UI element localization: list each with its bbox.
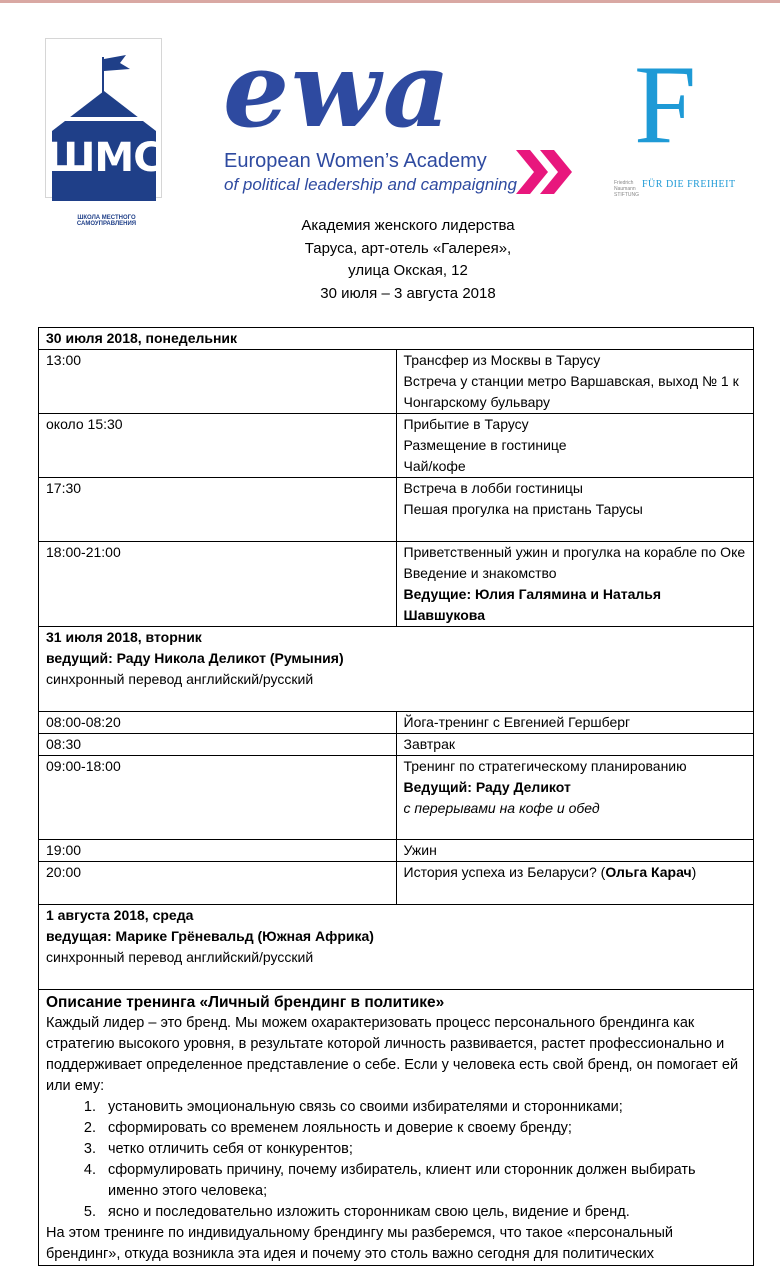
- ewa-logo-title: European Women’s Academy: [224, 150, 487, 172]
- time-cell: около 15:30: [39, 414, 397, 478]
- time-cell: 08:00-08:20: [39, 712, 397, 734]
- day3-host: ведущая: Марике Грёневальд (Южная Африка): [46, 928, 374, 944]
- time-cell: 13:00: [39, 350, 397, 414]
- building-icon: [50, 47, 157, 207]
- list-item: 5. ясно и последовательно изложить сторонникам свою цель, видение и бренд.: [100, 1202, 746, 1223]
- table-row: [39, 734, 754, 756]
- activity-cell: Ужин: [396, 840, 754, 862]
- time-cell: 08:30: [39, 734, 397, 756]
- ewa-logo: [220, 28, 580, 204]
- list-item: 2. сформировать со временем лояльность и доверие к своему бренду;: [100, 1118, 746, 1139]
- activity-cell: [396, 862, 754, 905]
- activity-line: Пешая прогулка на пристань Тарусы: [403, 501, 643, 517]
- freiheit-logo: [612, 43, 742, 200]
- day-header-row: [39, 328, 754, 350]
- freiheit-logo-letter: F: [634, 43, 697, 167]
- chevrons-icon: [514, 146, 576, 198]
- table-row: [39, 478, 754, 542]
- table-row: [39, 542, 754, 627]
- time-cell: 09:00-18:00: [39, 756, 397, 840]
- schedule-table: [38, 327, 754, 1266]
- activity-note: с перерывами на кофе и обед: [403, 800, 600, 816]
- day2-title: 31 июля 2018, вторник: [46, 629, 202, 645]
- activity-speaker: Ольга Карач: [605, 864, 692, 880]
- activity-text-end: ): [691, 864, 697, 880]
- description-title: Описание тренинга «Личный брендинг в политике»: [46, 994, 445, 1011]
- activity-line: Тренинг по стратегическому планированию: [403, 758, 687, 774]
- activity-cell: [396, 542, 754, 627]
- heading-line-4: 30 июля – 3 августа 2018: [320, 284, 496, 302]
- table-row: [39, 414, 754, 478]
- activity-line: Трансфер из Москвы в Тарусу: [403, 352, 601, 368]
- heading-line-1: Академия женского лидерства: [301, 217, 515, 234]
- page-top-border: [0, 0, 780, 3]
- description-outro: На этом тренинге по индивидуальному брендингу мы разберемся, что такое «персональный брендинг», откуда возникла эта идея и почему это столь важно сегодня для политических: [46, 1225, 674, 1262]
- list-item: 4. сформулировать причину, почему избиратель, клиент или сторонник должен выбирать именно этого человека;: [100, 1160, 746, 1202]
- activity-host: Ведущий: Раду Деликот: [403, 779, 571, 795]
- day1-title: 30 июля 2018, понедельник: [46, 330, 238, 346]
- table-row: [39, 756, 754, 840]
- activity-cell: [396, 478, 754, 542]
- day3-title: 1 августа 2018, среда: [46, 907, 194, 923]
- shms-logo-subtitle: ШКОЛА МЕСТНОГО САМОУПРАВЛЕНИЯ: [76, 215, 137, 227]
- day-header-row: [39, 905, 754, 990]
- activity-line: Введение и знакомство: [403, 565, 557, 581]
- document-heading: [0, 215, 780, 305]
- table-row: [39, 712, 754, 734]
- table-row: [39, 862, 754, 905]
- day2-translation: синхронный перевод английский/русский: [46, 671, 314, 687]
- ewa-logo-word: ewa: [223, 28, 453, 151]
- activity-cell: [396, 350, 754, 414]
- time-cell: 17:30: [39, 478, 397, 542]
- activity-line: Встреча у станции метро Варшавская, выход № 1 к Чонгарскому бульвару: [403, 373, 739, 410]
- activity-cell: [396, 414, 754, 478]
- description-list: [46, 1097, 746, 1223]
- activity-cell: Завтрак: [396, 734, 754, 756]
- activity-line: Приветственный ужин и прогулка на корабле по Оке: [403, 544, 746, 560]
- list-item: 3. четко отличить себя от конкурентов;: [100, 1139, 746, 1160]
- activity-hosts: Ведущие: Юлия Галямина и Наталья Шавшукова: [403, 586, 662, 623]
- heading-line-3: улица Окская, 12: [348, 262, 468, 279]
- time-cell: 18:00-21:00: [39, 542, 397, 627]
- table-row: [39, 350, 754, 414]
- activity-line: Встреча в лобби гостиницы: [403, 480, 583, 496]
- activity-cell: [396, 756, 754, 840]
- activity-line: Прибытие в Тарусу: [403, 416, 529, 432]
- shms-logo-text: ШМС: [46, 135, 162, 181]
- day-header-row: [39, 627, 754, 712]
- description-intro: Каждый лидер – это бренд. Мы можем охарактеризовать процесс персонального брендинга как стратегию высокого уровня, в результате которой личность развивается, растет профессионально и поддерживает определенное представление о себе. Если у человека есть свой бренд, он помогает ей или ему:: [46, 1015, 739, 1094]
- day2-host: ведущий: Раду Никола Деликот (Румыния): [46, 650, 344, 666]
- ewa-logo-tagline: of political leadership and campaigning: [224, 175, 517, 194]
- table-row: [39, 840, 754, 862]
- shms-logo: [45, 38, 162, 227]
- day3-translation: синхронный перевод английский/русский: [46, 949, 314, 965]
- activity-cell: Йога-тренинг с Евгенией Гершберг: [396, 712, 754, 734]
- freiheit-logo-small-text: Friedrich Naumann STIFTUNG: [614, 180, 639, 198]
- description-row: [39, 990, 754, 1266]
- list-item: 1. установить эмоциональную связь со своими избирателями и сторонниками;: [100, 1097, 746, 1118]
- time-cell: 19:00: [39, 840, 397, 862]
- activity-text: История успеха из Беларуси? (: [403, 864, 606, 880]
- activity-line: Размещение в гостинице: [403, 437, 567, 453]
- freiheit-logo-text: FÜR DIE FREIHEIT: [642, 179, 736, 190]
- activity-line: Чай/кофе: [403, 458, 466, 474]
- time-cell: 20:00: [39, 862, 397, 905]
- heading-line-2: Таруса, арт-отель «Галерея»,: [304, 239, 512, 257]
